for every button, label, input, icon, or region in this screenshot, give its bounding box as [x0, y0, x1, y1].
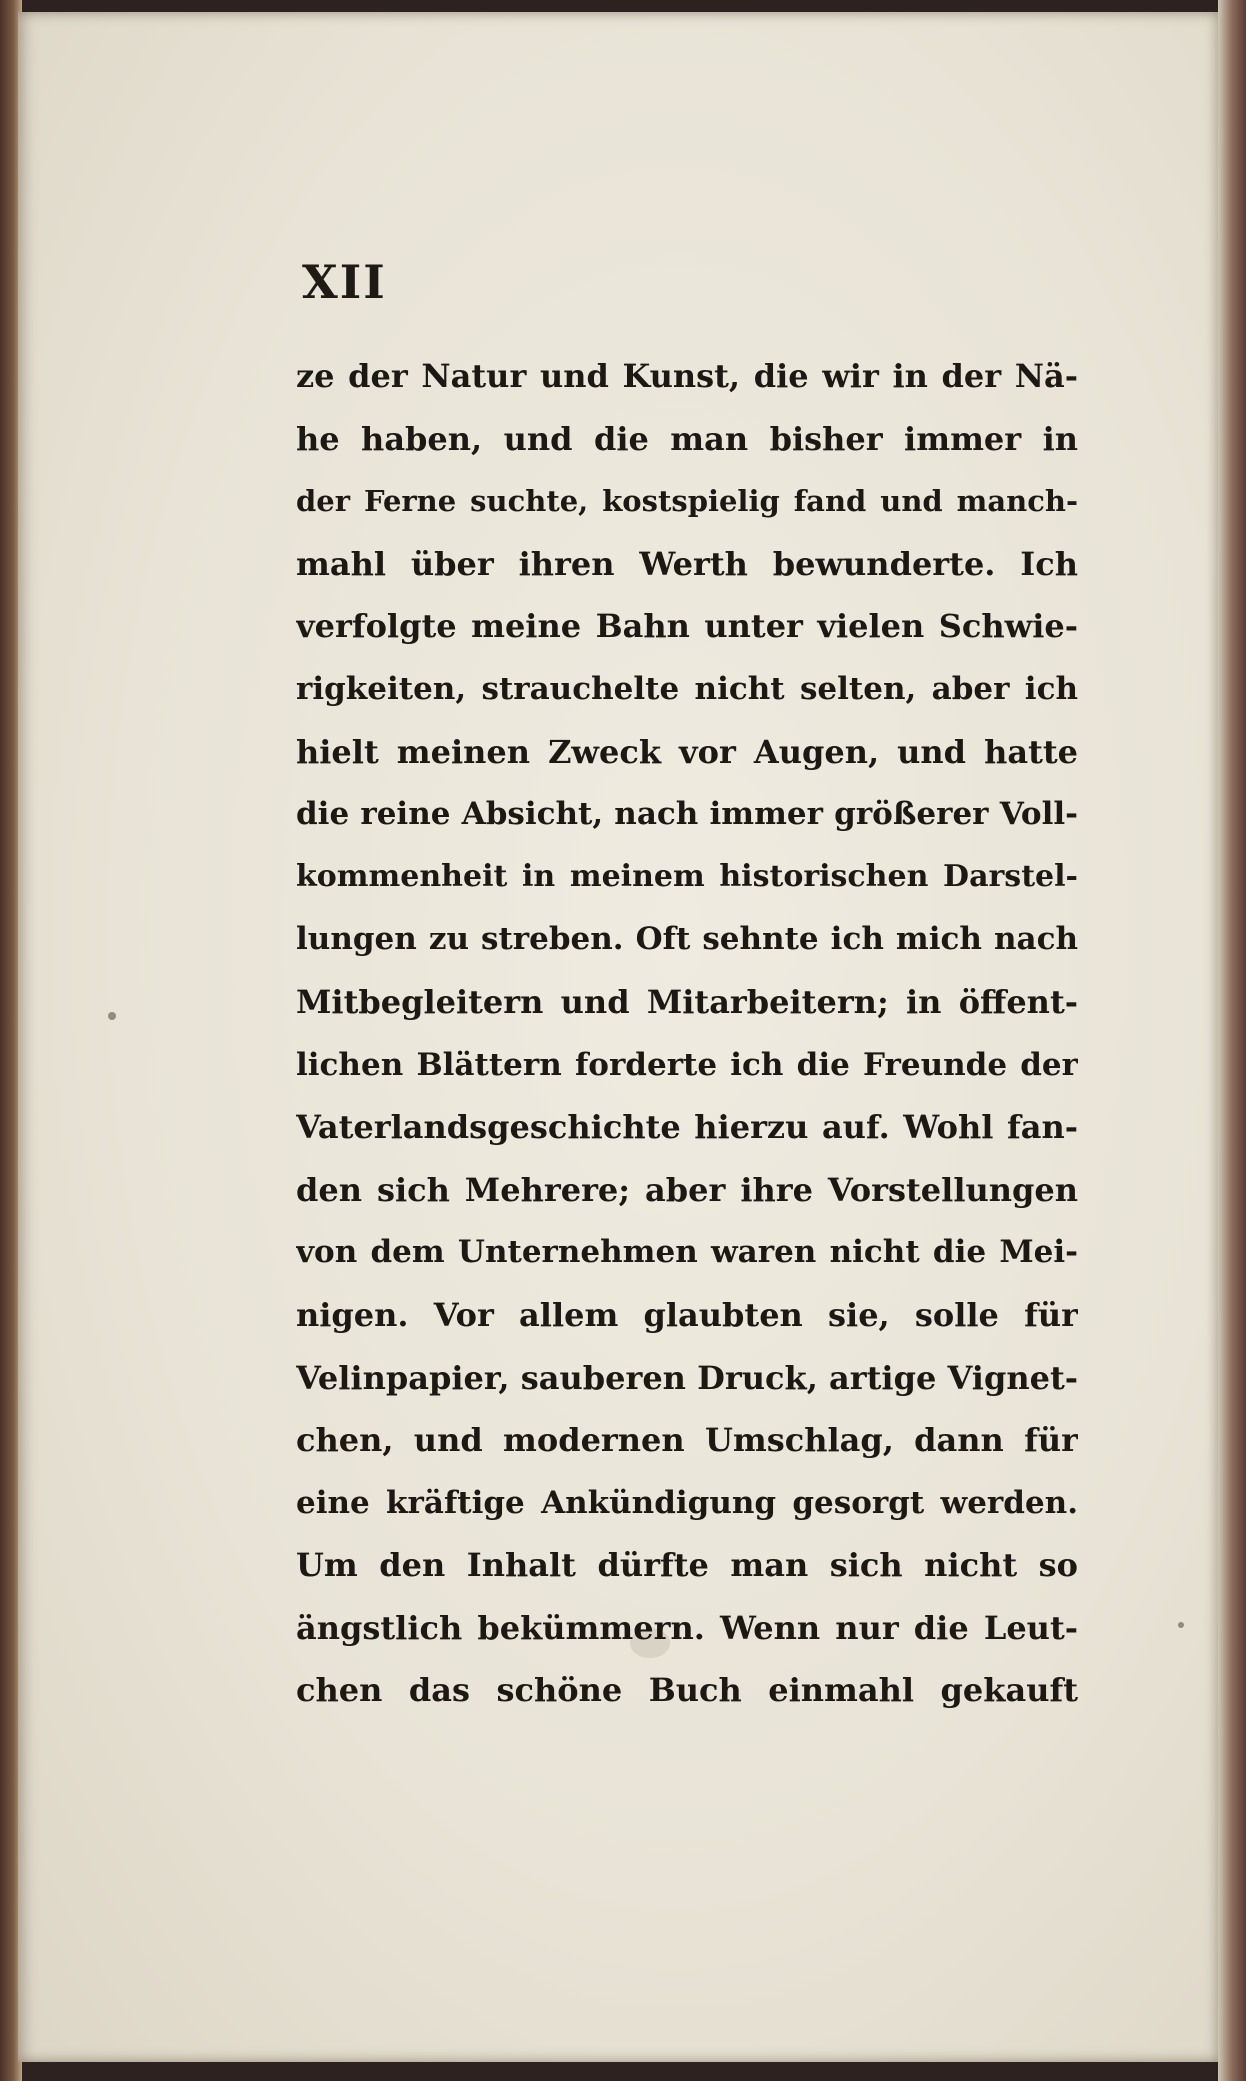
text-line: lichen Blättern forderte ich die Freunde der: [296, 1046, 1078, 1083]
paper-stain: [108, 1012, 116, 1020]
text-line: nigen. Vor allem glaubten sie, solle für: [296, 1295, 1078, 1334]
text-line: verfolgte meine Bahn unter vielen Schwie-: [296, 607, 1078, 646]
text-line: chen, und modernen Umschlag, dann für: [296, 1421, 1078, 1460]
body-text: [296, 345, 1078, 1722]
paper-stain: [1178, 1622, 1184, 1628]
text-line: Velinpapier, sauberen Druck, artige Vignet-: [296, 1358, 1078, 1397]
text-line: lungen zu streben. Oft sehnte ich mich nach: [296, 921, 1078, 958]
text-line: ze der Natur und Kunst, die wir in der Nä-: [296, 357, 1078, 395]
text-line: den sich Mehrere; aber ihre Vorstellungen: [296, 1170, 1078, 1209]
text-line: von dem Unternehmen waren nicht die Mei-: [296, 1234, 1078, 1271]
text-line: der Ferne suchte, kostspielig fand und manch-: [296, 484, 1078, 519]
text-line: Vaterlandsgeschichte hierzu auf. Wohl fan-: [296, 1108, 1078, 1147]
text-line: ängstlich bekümmern. Wenn nur die Leut-: [296, 1608, 1078, 1647]
text-line: he haben, und die man bisher immer in: [296, 419, 1078, 458]
text-line: mahl über ihren Werth bewunderte. Ich: [296, 544, 1078, 583]
text-line: Um den Inhalt dürfte man sich nicht so: [296, 1546, 1078, 1585]
text-line: chen das schöne Buch einmahl gekauft: [296, 1671, 1078, 1710]
text-line: Mitbegleitern und Mitarbeitern; in öffent-: [296, 982, 1078, 1021]
text-line: eine kräftige Ankündigung gesorgt werden.: [296, 1484, 1078, 1521]
text-line: kommenheit in meinem historischen Darstel-: [296, 858, 1078, 894]
text-line: hielt meinen Zweck vor Augen, und hatte: [296, 732, 1078, 771]
page-number: XII: [302, 255, 387, 309]
text-line: rigkeiten, strauchelte nicht selten, aber ich: [296, 670, 1078, 707]
text-line: die reine Absicht, nach immer größerer Voll-: [296, 796, 1078, 833]
page-edge: [1218, 0, 1246, 2081]
